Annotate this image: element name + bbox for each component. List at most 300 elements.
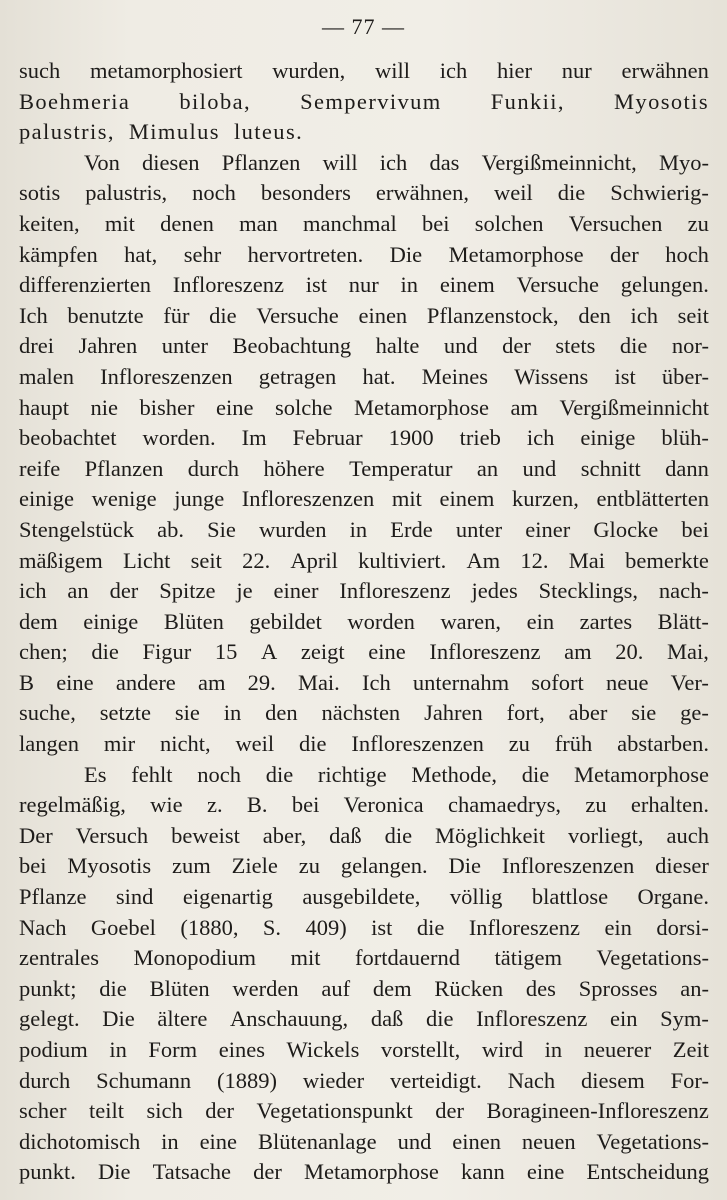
word: bemerkte <box>625 547 709 573</box>
word: die <box>557 180 586 206</box>
word: seit <box>190 547 222 573</box>
text-line <box>19 1035 709 1066</box>
word: zartes <box>579 608 633 634</box>
word: Jahren <box>424 700 483 726</box>
word: erwähnen <box>621 58 709 83</box>
word: die <box>425 1006 454 1032</box>
word: sich <box>146 1098 183 1124</box>
word: Myosotis <box>67 853 152 879</box>
word: sehr <box>183 241 222 267</box>
word: Infloreszenz <box>468 914 580 940</box>
word: Ich <box>361 669 391 695</box>
word: über- <box>661 363 709 389</box>
word: Vergißmeinnicht, <box>481 149 637 175</box>
word: für <box>163 302 190 328</box>
word: die <box>209 302 237 328</box>
word: Pflanzenstock, <box>426 302 559 328</box>
word: Die <box>102 1006 135 1032</box>
word: zu <box>508 731 530 757</box>
word: Sym- <box>660 1006 709 1032</box>
word: an <box>67 578 89 604</box>
word: durch <box>187 455 240 481</box>
word: abstarben. <box>617 731 709 757</box>
word: eines <box>218 1037 265 1062</box>
text-line <box>19 270 709 301</box>
word: Stecklings, <box>538 578 638 604</box>
word: punkt; <box>19 975 77 1001</box>
word: dichotomisch <box>19 1128 141 1154</box>
word: einen <box>452 1128 501 1154</box>
word: Glocke <box>593 516 659 542</box>
word: Wickels <box>286 1037 360 1062</box>
word: drei <box>19 333 54 359</box>
word: Mai, <box>667 639 709 665</box>
word: zeigt <box>300 639 345 665</box>
word: der <box>610 241 639 267</box>
text-line <box>19 576 709 607</box>
word: Ich <box>19 302 48 328</box>
word: aber, <box>262 822 307 848</box>
word: manchmal <box>303 210 397 236</box>
word: Jahren <box>78 333 138 359</box>
word: weil <box>493 180 533 206</box>
word: man <box>239 210 278 236</box>
text-line <box>19 821 709 852</box>
text-line <box>19 882 709 913</box>
word: solche <box>274 394 333 420</box>
text-line <box>19 56 709 87</box>
word: wie <box>150 792 183 818</box>
word: Blätt- <box>657 608 709 634</box>
text-line <box>19 454 709 485</box>
word: ein <box>526 608 555 634</box>
word: Spitze <box>159 578 216 604</box>
word: langen <box>19 731 79 757</box>
word: stets <box>555 333 596 359</box>
word: den <box>265 700 298 726</box>
word: am <box>564 639 592 665</box>
word: dem <box>19 608 58 634</box>
word: waren, <box>440 608 502 634</box>
word: mit <box>391 486 422 512</box>
word: Infloreszenzen <box>351 731 484 757</box>
word: vorstellt, <box>380 1037 461 1062</box>
word: eigenartig <box>182 884 273 910</box>
word: nach- <box>658 578 709 604</box>
word: nie <box>90 394 118 420</box>
text-line <box>19 87 709 118</box>
word: denen <box>160 210 214 236</box>
word: Sempervivum <box>300 88 442 114</box>
word: vorliegt, <box>567 822 644 848</box>
word: Vegetations- <box>596 945 709 971</box>
word: Die <box>448 853 482 879</box>
word: Rücken <box>434 975 504 1001</box>
word: ich <box>439 58 468 83</box>
word: zu <box>585 792 607 818</box>
word: ist <box>305 272 327 298</box>
text-line <box>19 1127 709 1158</box>
word: Figur <box>142 639 192 665</box>
text-line <box>19 1066 709 1097</box>
word: einem <box>439 486 495 512</box>
text-line <box>19 393 709 424</box>
text-line <box>19 607 709 638</box>
word: unter <box>161 333 208 359</box>
word: fehlt <box>131 761 173 787</box>
word: diesen <box>142 149 200 175</box>
word: worden <box>347 608 415 634</box>
word: nor- <box>671 333 709 359</box>
word: Blüten <box>163 608 224 634</box>
word: Sie <box>207 516 236 542</box>
word: Licht <box>122 547 171 573</box>
word: des <box>525 975 556 1001</box>
word: ein <box>604 914 632 940</box>
word: Möglichkeit <box>435 822 546 848</box>
word: einer <box>525 516 571 542</box>
word: ältere <box>157 1006 208 1032</box>
word: ausgebildete, <box>302 884 421 910</box>
word: der <box>253 1159 282 1185</box>
word: völlig <box>449 884 503 910</box>
word: eine <box>56 669 94 695</box>
word: unter <box>455 516 503 542</box>
word: Veronica <box>343 792 424 818</box>
word: nur <box>348 272 379 298</box>
word: getragen <box>258 363 337 389</box>
word: ab. <box>157 516 184 542</box>
word: wurden, <box>272 58 346 83</box>
word: Vergißmeinnicht <box>559 394 709 420</box>
word: einen <box>358 302 408 328</box>
word: Temperatur <box>349 455 453 481</box>
text-line <box>19 423 709 454</box>
text-line <box>19 240 709 271</box>
word: besonders <box>260 180 351 206</box>
text-line <box>19 637 709 668</box>
word: ge- <box>680 700 709 726</box>
word: tätigem <box>494 945 562 971</box>
text-line <box>19 698 709 729</box>
word: erwähnen, <box>375 180 469 206</box>
word: zu <box>298 853 320 879</box>
word: Myosotis <box>614 88 709 114</box>
word: mäßigem <box>19 547 103 573</box>
word: April <box>290 547 338 573</box>
word: einer <box>273 578 319 604</box>
word: Stengelstück <box>19 516 134 542</box>
text-line <box>19 484 709 515</box>
word: entblätterten <box>596 486 709 512</box>
word: sie <box>174 700 200 726</box>
word: hier <box>497 58 532 83</box>
word: einem <box>439 272 495 298</box>
word: blattlose <box>531 884 609 910</box>
word: bei <box>19 853 47 879</box>
word: sotis <box>19 180 61 206</box>
word: die <box>265 761 294 787</box>
word: die <box>299 731 327 757</box>
word: Entscheidung <box>586 1159 709 1185</box>
text-line <box>19 178 709 209</box>
word: fort, <box>506 700 545 726</box>
word: 20. <box>615 639 644 665</box>
word: palustris, <box>85 180 168 206</box>
word: Februar <box>292 425 363 451</box>
word: in <box>544 1037 563 1062</box>
word: metamorphosiert <box>89 58 243 83</box>
text-line <box>19 729 709 760</box>
word: der <box>435 1098 465 1124</box>
word: die <box>384 822 413 848</box>
word: sofort <box>531 669 584 695</box>
word: gelegt. <box>19 1006 80 1032</box>
word: eine <box>526 1159 565 1185</box>
word: kämpfen <box>19 241 98 267</box>
word: neuerer <box>583 1037 652 1062</box>
word: werden <box>232 975 299 1001</box>
word: Vegetations- <box>596 1128 709 1154</box>
word: sie <box>631 700 657 726</box>
word: eine <box>199 1128 238 1154</box>
word: Ver- <box>670 669 709 695</box>
word: mir <box>103 731 136 757</box>
word: dem <box>372 975 412 1001</box>
word: Versuche <box>256 302 339 328</box>
word: eine <box>216 394 254 420</box>
word: Pflanze <box>19 884 87 910</box>
text-line <box>19 1004 709 1035</box>
word: die <box>416 914 445 940</box>
word: nicht, <box>159 731 211 757</box>
word: Myo- <box>658 149 709 175</box>
word: teilt <box>89 1098 124 1124</box>
word: bei <box>291 792 320 818</box>
word: Versuche <box>516 272 600 298</box>
word: ist <box>371 914 393 940</box>
word: auf <box>321 975 351 1001</box>
word: 1900 <box>388 425 434 451</box>
word: palustris, <box>19 119 115 145</box>
word: wurden <box>259 516 327 542</box>
word: an- <box>680 975 709 1001</box>
word: wird <box>481 1037 524 1062</box>
word: sind <box>115 884 154 910</box>
text-line <box>19 301 709 332</box>
word: mit <box>290 945 321 971</box>
word: in <box>223 700 242 726</box>
word: Infloreszenz <box>476 1006 588 1032</box>
text-line <box>19 913 709 944</box>
text-line <box>19 331 709 362</box>
word: seit <box>677 302 709 328</box>
word: die <box>521 761 550 787</box>
word: Erde <box>390 516 433 542</box>
body-text <box>19 56 709 1188</box>
word: Im <box>241 425 267 451</box>
word: Metamorphose <box>353 394 489 420</box>
word: früh <box>554 731 593 757</box>
word: der <box>109 578 139 604</box>
word: solchen <box>474 210 544 236</box>
word: ich <box>630 302 658 328</box>
word: in <box>109 1037 127 1062</box>
word: Die <box>389 241 423 267</box>
word: den <box>578 302 611 328</box>
word: in <box>161 1128 179 1154</box>
word: Boehmeria <box>19 88 131 114</box>
word: Monopodium <box>133 945 256 971</box>
word: benutzte <box>67 302 144 328</box>
word: am <box>510 394 538 420</box>
word: setzte <box>99 700 151 726</box>
word: such <box>19 58 61 83</box>
word: einige <box>83 608 139 634</box>
word: verteidigt. <box>389 1067 482 1093</box>
word: und <box>522 455 557 481</box>
word: noch <box>197 761 241 787</box>
word: ich <box>19 578 47 604</box>
word: Versuch <box>75 822 149 848</box>
word: Versuchen <box>568 210 663 236</box>
word: in <box>349 516 368 542</box>
word: auch <box>666 822 709 848</box>
word: noch <box>192 180 236 206</box>
word: neue <box>605 669 649 695</box>
word: das <box>429 149 460 175</box>
text-line <box>19 209 709 240</box>
word: (1880, <box>180 914 239 940</box>
word: dorsi- <box>656 914 709 940</box>
word: bisher <box>139 394 195 420</box>
word: weil <box>235 731 275 757</box>
word: blüh- <box>661 425 709 451</box>
word: Infloreszenzen <box>100 363 233 389</box>
text-line <box>19 668 709 699</box>
word: scher <box>19 1098 67 1124</box>
text-line <box>19 546 709 577</box>
word: will <box>375 58 411 83</box>
word: durch <box>19 1067 71 1093</box>
word: nur <box>561 58 592 83</box>
word: die <box>99 975 127 1001</box>
word: luteus. <box>233 119 304 145</box>
text-line <box>19 974 709 1005</box>
word: dieser <box>655 853 709 879</box>
word: Infloreszenz <box>172 272 284 298</box>
word: 15 <box>214 639 238 665</box>
word: und <box>397 1128 432 1154</box>
page-number-header: — 77 — <box>322 14 405 39</box>
word: will <box>322 149 358 175</box>
word: je <box>236 578 253 604</box>
word: die <box>91 639 119 665</box>
word: am <box>197 669 226 695</box>
word: kurzen, <box>512 486 579 512</box>
word: eine <box>368 639 406 665</box>
word: Nach <box>19 914 67 940</box>
word: ist <box>614 363 636 389</box>
word: B <box>19 669 35 695</box>
word: halte <box>375 333 420 359</box>
word: höhere <box>263 455 325 481</box>
word: Boragineen-Infloreszenz <box>486 1098 709 1124</box>
word: Ziele <box>231 853 278 879</box>
text-line <box>19 148 709 179</box>
word: Der <box>19 822 53 848</box>
text-line <box>19 117 709 148</box>
word: die <box>619 333 648 359</box>
word: punkt. <box>19 1159 76 1185</box>
word: hoch <box>665 241 709 267</box>
text-line <box>19 1157 709 1188</box>
text-line <box>19 760 709 791</box>
word: Meines <box>421 363 488 389</box>
word: in <box>400 272 419 298</box>
word: 12. <box>520 547 549 573</box>
word: Infloreszenzen <box>501 853 635 879</box>
word: Goebel <box>90 914 156 940</box>
word: daß <box>329 822 362 848</box>
word: haupt <box>19 394 69 420</box>
word: Infloreszenz <box>339 578 451 604</box>
word: Funkii, <box>490 88 565 114</box>
word: 29. <box>247 669 276 695</box>
word: Mai <box>568 547 605 573</box>
word: Anschauung, <box>230 1006 349 1032</box>
word: Von <box>84 149 120 175</box>
word: aber <box>568 700 608 726</box>
word: z. <box>206 792 223 818</box>
text-line <box>19 515 709 546</box>
word: mit <box>104 210 135 236</box>
word: malen <box>19 363 74 389</box>
word: chen; <box>19 639 68 665</box>
word: Zeit <box>672 1037 709 1062</box>
word: ich <box>379 149 408 175</box>
word: Nach <box>507 1067 556 1093</box>
word: kann <box>461 1159 505 1185</box>
word: A <box>261 639 278 665</box>
word: Am <box>466 547 501 573</box>
word: (1889) <box>216 1067 277 1093</box>
word: Beobachtung <box>232 333 352 359</box>
word: der <box>502 333 531 359</box>
word: Metamorphose <box>448 241 584 267</box>
word: reife <box>19 455 61 481</box>
word: neuen <box>521 1128 576 1154</box>
word: Pflanzen <box>84 455 164 481</box>
word: kultiviert. <box>358 547 447 573</box>
word: der <box>205 1098 235 1124</box>
word: trieb <box>459 425 501 451</box>
word: Metamorphose <box>573 761 709 787</box>
word: und <box>443 333 478 359</box>
word: einige <box>580 425 636 451</box>
word: hat, <box>124 241 158 267</box>
word: S. <box>262 914 282 940</box>
word: Schwierig- <box>610 180 709 206</box>
word: gelungen. <box>620 272 709 298</box>
word: beweist <box>171 822 240 848</box>
word: diesem <box>581 1067 645 1093</box>
word: bei <box>681 516 709 542</box>
word: biloba, <box>179 88 252 114</box>
text-line <box>19 851 709 882</box>
word: wieder <box>302 1067 365 1093</box>
word: hervortreten. <box>247 241 364 267</box>
